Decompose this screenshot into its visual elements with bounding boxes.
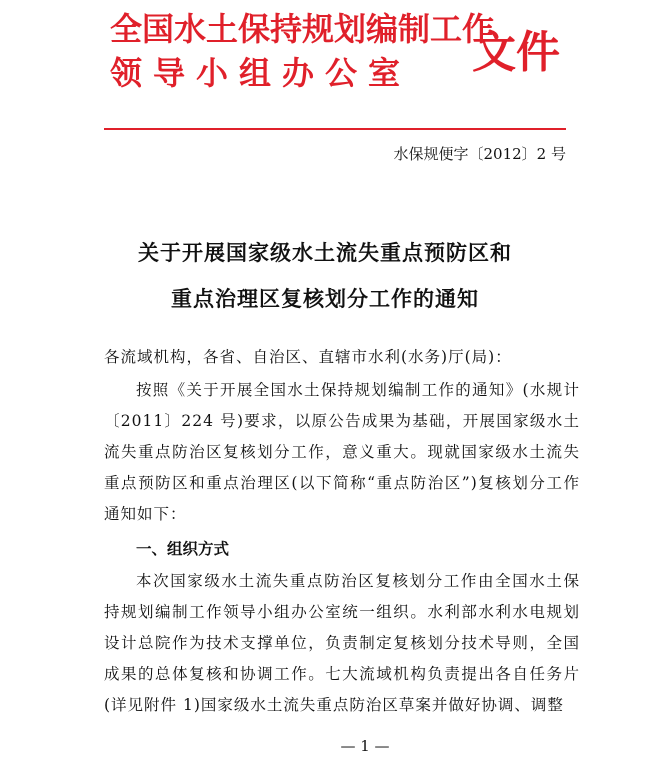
document-number: 水保规便字〔2012〕2 号 [393,145,566,163]
salutation: 各流域机构，各省、自治区、直辖市水利(水务)厅(局)： [104,348,512,366]
letterhead-red-rule [104,128,566,130]
document-title-line2: 重点治理区复核划分工作的通知 [171,286,479,311]
page-number: — 1 — [340,737,390,755]
body-paragraph-1: 按照《关于开展全国水土保持规划编制工作的通知》(水规计〔2011〕224 号)要求，以原公告成果为基础，开展国家级水土流失重点防治区复核划分工作，意义重大。现就国家级水土流失重点预防区和重点治理区(以下简称“重点防治区”)复核划分工作通知如下： [104,381,580,523]
letterhead-issuer-line2: 领导小组办公室 [110,54,412,92]
letterhead-document-word: 文件 [472,27,560,78]
body-paragraph-organization: 本次国家级水土流失重点防治区复核划分工作由全国水土保持规划编制工作领导小组办公室统一组织。水利部水利水电规划设计总院作为技术支撑单位，负责制定复核划分技术导则，全国成果的总体复核和协调工作。七大流域机构负责提出各自任务片(详见附件 1)国家级水土流失重点防治区草案并做好协调、调整 [104,572,580,714]
document-title-line1: 关于开展国家级水土流失重点预防区和 [138,240,512,265]
section-heading-organization: 一、组织方式 [136,540,230,558]
letterhead-issuer-line1: 全国水土保持规划编制工作 [110,10,495,48]
